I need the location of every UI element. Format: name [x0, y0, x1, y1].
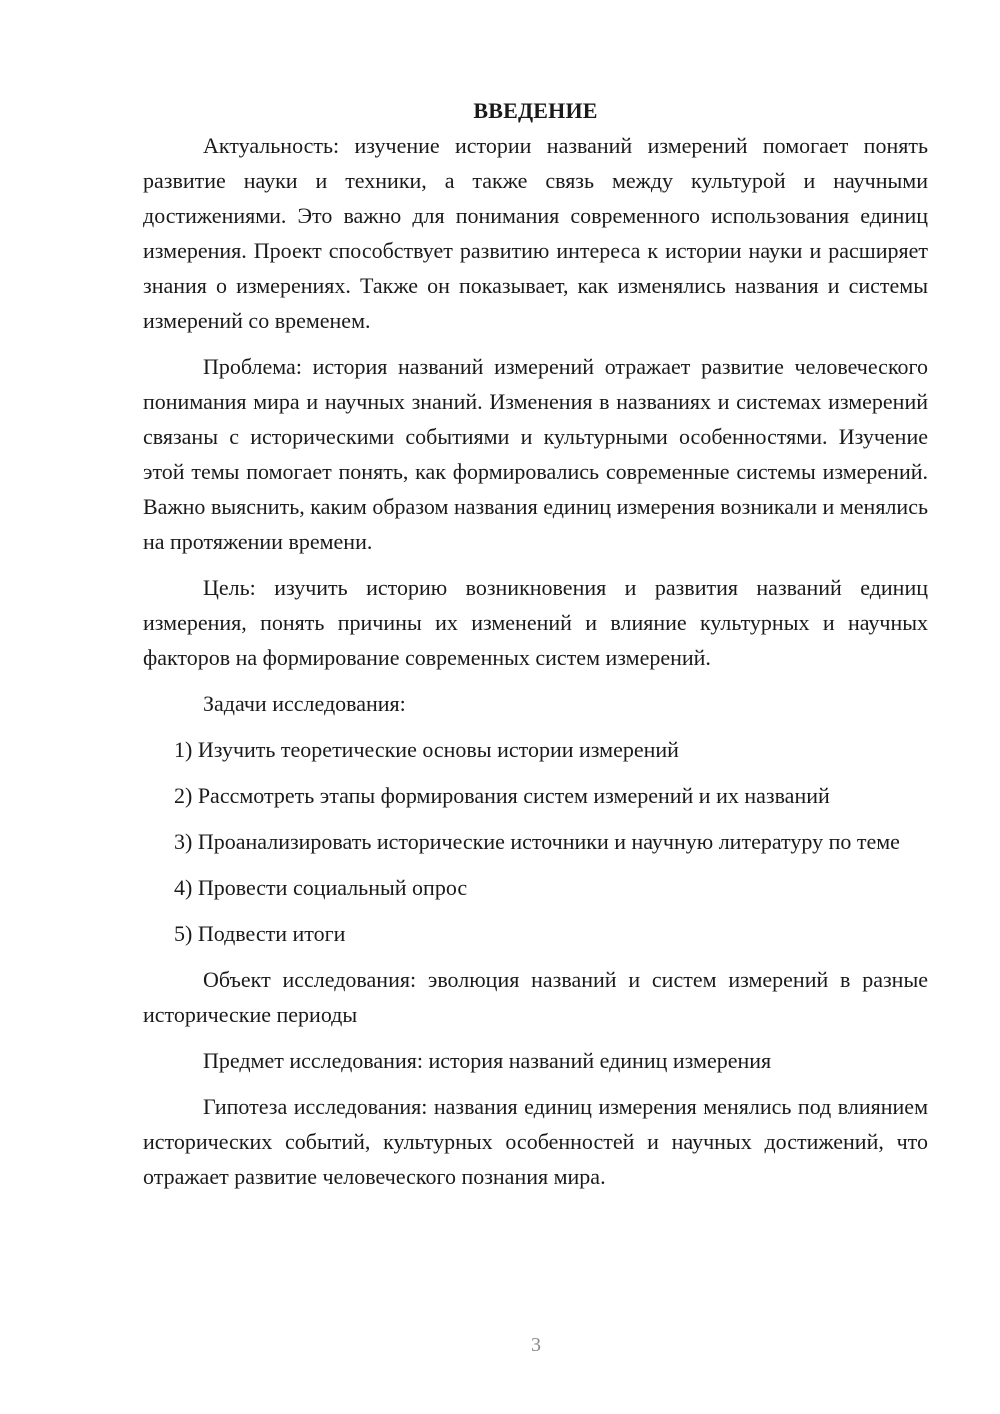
paragraph-goal: Цель: изучить историю возникновения и развития названий единиц измерения, понять причины их изменений и влияние культурных и научных факторов на формирование современных систем измерений.: [143, 575, 928, 670]
list-item: 1) Изучить теоретические основы истории измерений: [174, 737, 679, 762]
paragraph-tasks-heading: Задачи исследования:: [203, 691, 406, 716]
paragraph-relevance: Актуальность: изучение истории названий измерений помогает понять развитие науки и техники, а также связь между культурой и научными достижениями. Это важно для понимания современного использования единиц измерения. Проект способствует развитию интереса к истории науки и расширяет знания о измерениях. Также он показывает, как изменялись названия и системы измерений со временем.: [143, 133, 928, 333]
paragraph-hypothesis: Гипотеза исследования: названия единиц измерения менялись под влиянием исторических событий, культурных особенностей и научных достижений, что отражает развитие человеческого познания мира.: [143, 1094, 928, 1189]
list-item: 3) Проанализировать исторические источники и научную литературу по теме: [174, 829, 900, 854]
paragraph-problem: Проблема: история названий измерений отражает развитие человеческого понимания мира и научных знаний. Изменения в названиях и системах измерений связаны с историческими событиями и культурными особенностями. Изучение этой темы помогает понять, как формировались современные системы измерений. Важно выяснить, каким образом названия единиц измерения возникали и менялись на протяжении времени.: [143, 354, 928, 554]
page-content: [143, 93, 928, 1194]
list-item: 2) Рассмотреть этапы формирования систем измерений и их названий: [174, 783, 830, 808]
list-item: 5) Подвести итоги: [174, 921, 346, 946]
paragraph-subject: Предмет исследования: история названий единиц измерения: [203, 1048, 772, 1073]
paragraph-object: Объект исследования: эволюция названий и систем измерений в разные исторические периоды: [143, 967, 928, 1027]
page-title: ВВЕДЕНИЕ: [473, 98, 598, 123]
page-number: 3: [531, 1334, 541, 1356]
list-item: 4) Провести социальный опрос: [174, 875, 468, 900]
